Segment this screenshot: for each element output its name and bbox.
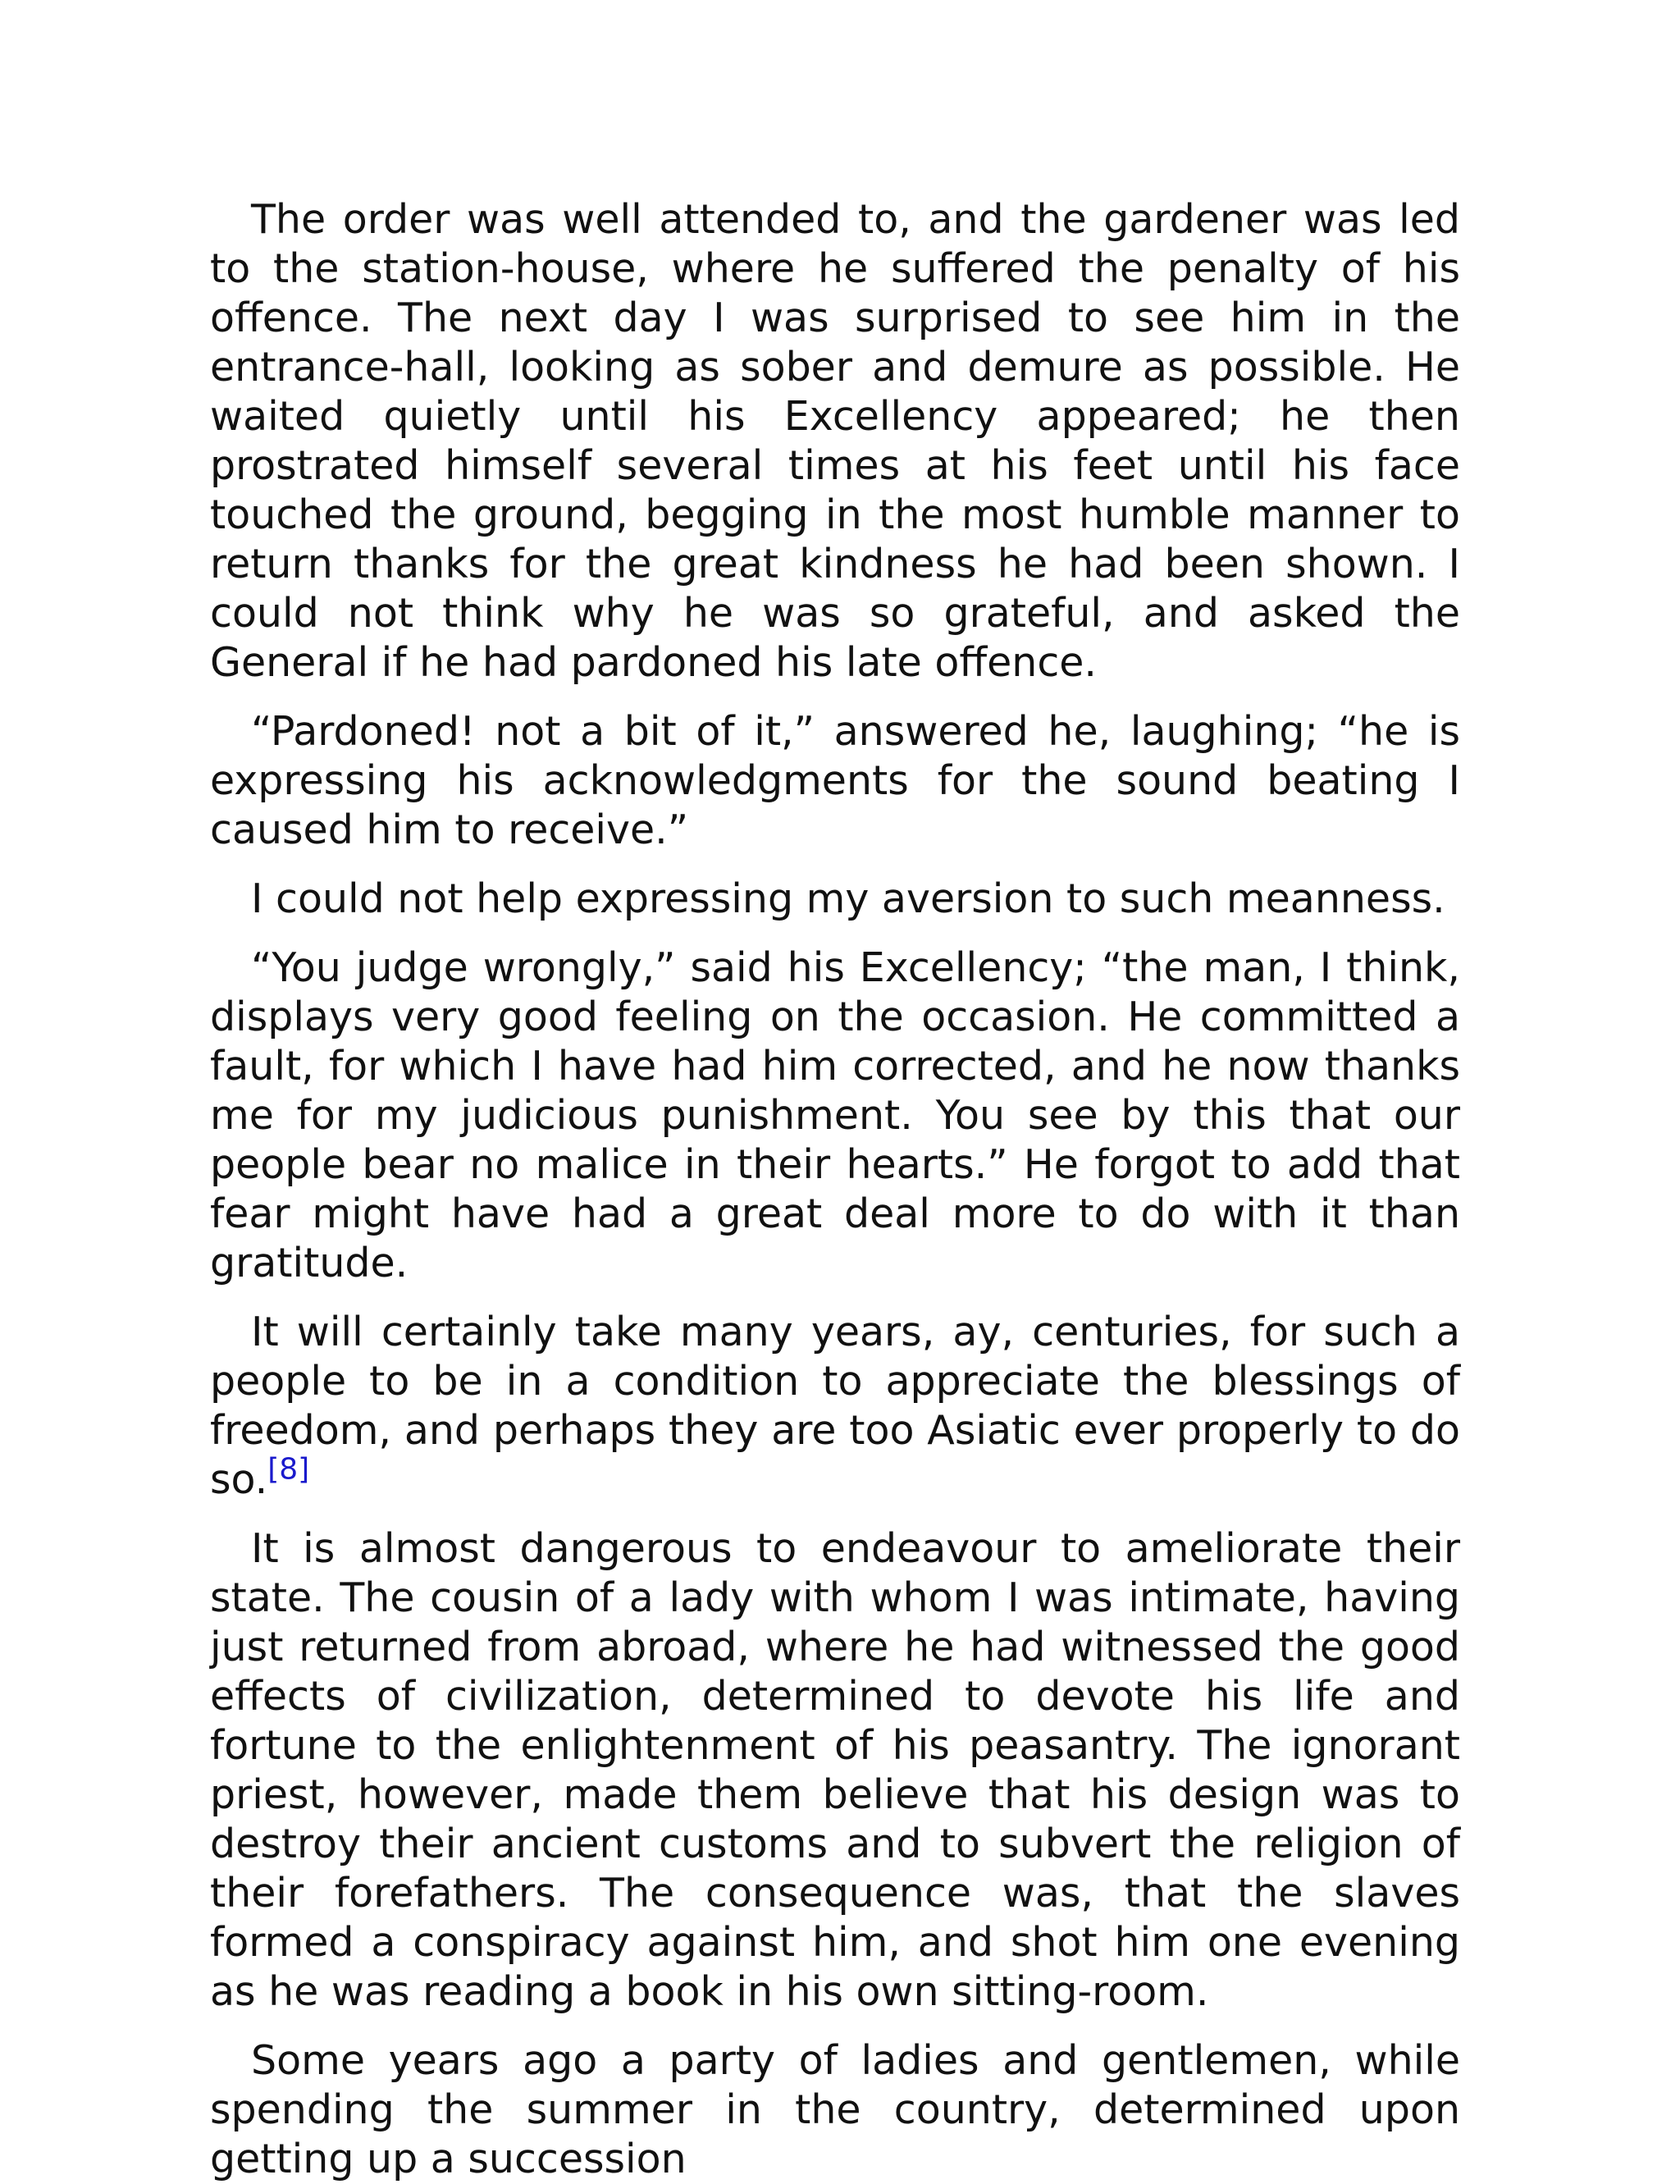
paragraph-4 [210, 944, 1460, 1288]
paragraph-3-text: I could not help expressing my aversion to such meanness. [251, 875, 1445, 922]
footnote-link[interactable]: [8] [267, 1452, 310, 1487]
paragraph-6-text: It is almost dangerous to endeavour to ameliorate their state. The cousin of a lady with whom I was intimate, having just returned from abroad, where he had witnessed the good effects of civilization, determined to devote his life and fortune to the enlightenment of his peasantry. The ignorant priest, however, made them believe that his design was to destroy their ancient customs and to subvert the religion of their forefathers. The consequence was, that the slaves formed a conspiracy against him, and shot him one evening as he was reading a book in his own sitting-room. [210, 1525, 1460, 2015]
paragraph-7-text: Some years ago a party of ladies and gentlemen, while spending the summer in the country, determined upon getting up a succession [210, 2037, 1460, 2182]
paragraph-2 [210, 707, 1460, 855]
paragraph-3 [210, 875, 1460, 924]
paragraph-1-text: The order was well attended to, and the gardener was led to the station-house, where he suffered the penalty of his offence. The next day I was surprised to see him in the entrance-hall, looking as sober and demure as possible. He waited quietly until his Excellency appeared; he then prostrated himself several times at his feet until his face touched the ground, begging in the most humble manner to return thanks for the great kindness he had been shown. I could not think why he was so grateful, and asked the General if he had pardoned his late offence. [210, 196, 1460, 686]
paragraph-1 [210, 195, 1460, 688]
paragraph-5 [210, 1308, 1460, 1505]
paragraph-4-text: “You judge wrongly,” said his Excellency; “the man, I think, displays very good feeling on the occasion. He committed a fault, for which I have had him corrected, and he now thanks me for my judicious punishment. You see by this that our people bear no malice in their hearts.” He forgot to add that fear might have had a great deal more to do with it than gratitude. [210, 944, 1460, 1286]
paragraph-2-text: “Pardoned! not a bit of it,” answered he, laughing; “he is expressing his acknowledgments for the sound beating I caused him to receive.” [210, 708, 1460, 853]
paragraph-7 [210, 2036, 1460, 2184]
book-page [210, 195, 1460, 2184]
paragraph-6 [210, 1524, 1460, 2017]
paragraph-5-text: It will certainly take many years, ay, centuries, for such a people to be in a condition to appreciate the blessings of freedom, and perhaps they are too Asiatic ever properly to do so. [210, 1309, 1460, 1503]
